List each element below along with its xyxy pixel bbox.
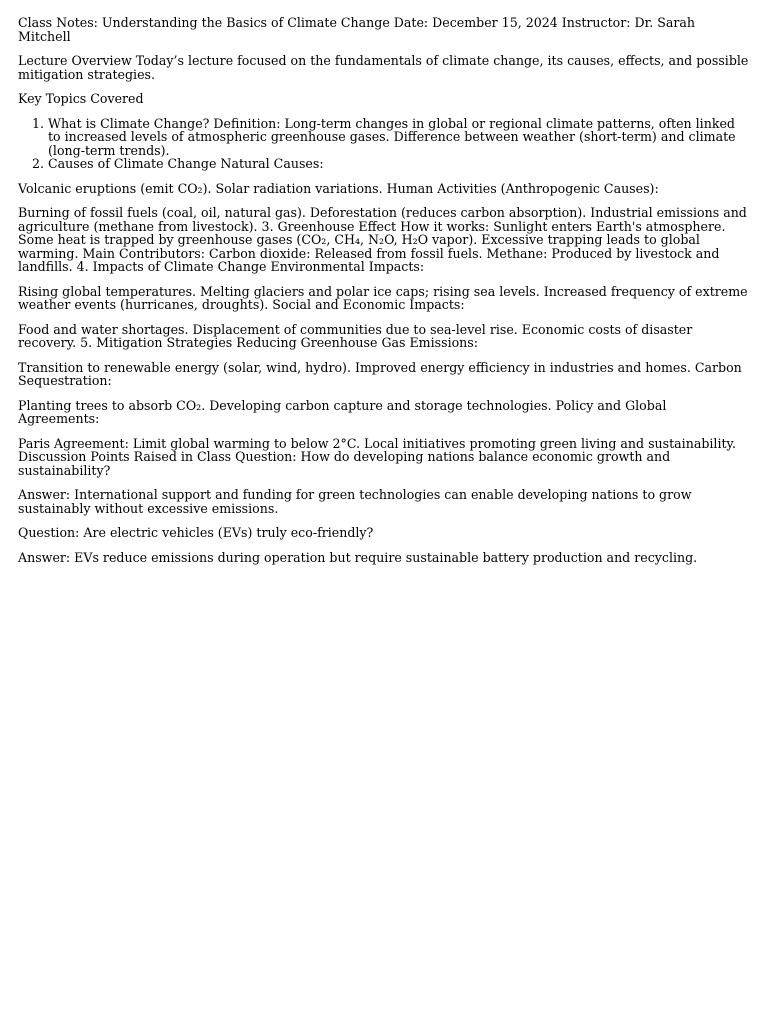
topics-list [18, 117, 750, 171]
paragraph-emission-reduction: Transition to renewable energy (solar, wind, hydro). Improved energy efficiency in industries and homes. Carbon Sequestration: [18, 359, 742, 388]
paragraph-answer-2: Answer: EVs reduce emissions during operation but require sustainable battery production and recycling. [18, 549, 698, 565]
lecture-overview: Lecture Overview Today’s lecture focused on the fundamentals of climate change, its causes, effects, and possible mitigation strategies. [18, 53, 749, 82]
document-header: Class Notes: Understanding the Basics of Climate Change Date: December 15, 2024 Instructor: Dr. Sarah Mitchell [18, 15, 695, 44]
paragraph-answer-1: Answer: International support and funding for green technologies can enable developing nations to grow sustainably without excessive emissions. [18, 487, 692, 516]
paragraph-natural-causes: Volcanic eruptions (emit CO₂). Solar radiation variations. Human Activities (Anthropogenic Causes): [18, 180, 659, 196]
key-topics-heading: Key Topics Covered [18, 91, 144, 106]
list-item: 1. What is Climate Change? Definition: Long-term changes in global or regional climate patterns, often linked to increased levels of atmospheric greenhouse gases. Difference between weather (short-term) and climate (long-term trends). [48, 117, 750, 158]
paragraph-social-impacts: Food and water shortages. Displacement of communities due to sea-level rise. Economic costs of disaster recovery. 5. Mitigation Strategies Reducing Greenhouse Gas Emissions: [18, 321, 693, 350]
paragraph-carbon-sequestration: Planting trees to absorb CO₂. Developing carbon capture and storage technologies. Policy and Global Agreements: [18, 397, 667, 426]
list-item: 2. Causes of Climate Change Natural Causes: [48, 157, 750, 171]
paragraph-policy: Paris Agreement: Limit global warming to below 2°C. Local initiatives promoting green living and sustainability. Discussion Points Raised in Class Question: How do developing nations balance economic growth and sustainability? [18, 435, 736, 478]
paragraph-question-2: Question: Are electric vehicles (EVs) truly eco-friendly? [18, 525, 374, 540]
paragraph-environmental-impacts: Rising global temperatures. Melting glaciers and polar ice caps; rising sea levels. Increased frequency of extreme weather events (hurricanes, droughts). Social and Economic Impacts: [18, 283, 748, 312]
paragraph-human-causes: Burning of fossil fuels (coal, oil, natural gas). Deforestation (reduces carbon absorption). Industrial emissions and agriculture (methane from livestock). 3. Greenhouse Effect How it works: Sunlight enters Earth's atmosphere. Some heat is trapped by greenhouse gases (CO₂, CH₄, N₂O, H₂O vapor). Excessive trapping leads to global warming. Main Contributors: Carbon dioxide: Released from fossil fuels. Methane: Produced by livestock and landfills. 4. Impacts of Climate Change Environmental Impacts: [18, 205, 747, 274]
